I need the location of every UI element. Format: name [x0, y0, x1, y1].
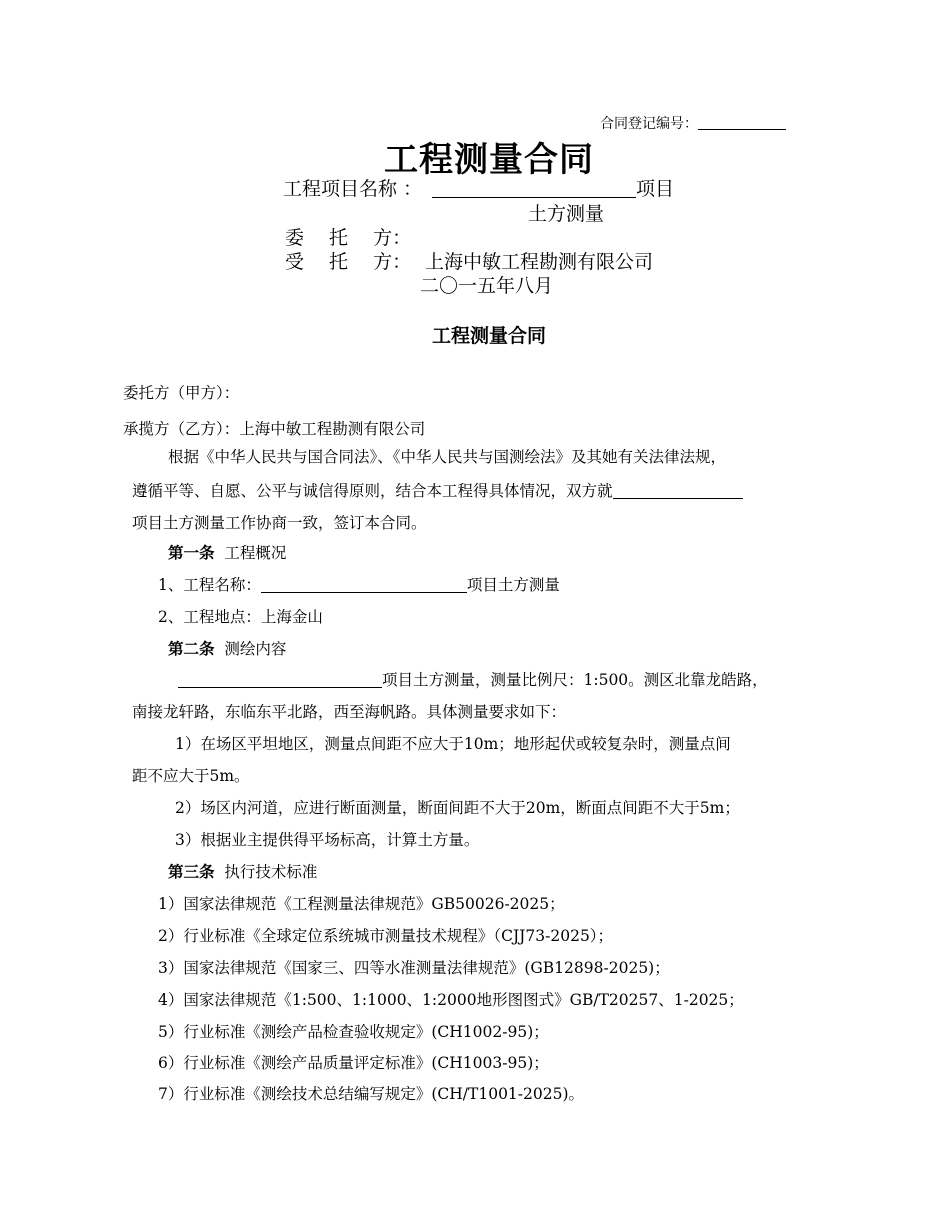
item-1-label: 1、工程名称： — [158, 576, 261, 594]
article-2-heading — [168, 637, 286, 659]
standard-item: 2）行业标准《全球定位系统城市测量技术规程》（CJJ73-2025）； — [158, 927, 614, 945]
cover-contractor — [285, 247, 653, 274]
contractor-name: 上海中敏工程勘测有限公司 — [425, 251, 654, 273]
party-b: 承揽方（乙方）：上海中敏工程勘测有限公司 — [123, 420, 426, 438]
cover-project-type: 土方测量 — [528, 203, 605, 225]
article-1-heading — [168, 541, 286, 563]
standard-item: 6）行业标准《测绘产品质量评定标准》(CH1003-95)； — [158, 1054, 549, 1072]
requirement-1-line-2: 距不应大于5m。 — [132, 767, 250, 785]
registration-number — [600, 113, 786, 133]
cover-project-name — [283, 174, 674, 201]
standard-item: 3）国家法律规范《国家三、四等水准测量法律规范》(GB12898-2025)； — [158, 959, 670, 977]
article-3-title: 执行技术标准 — [224, 863, 318, 881]
project-suffix: 项目 — [636, 178, 675, 200]
article-3-number: 第三条 — [168, 863, 215, 881]
cover-date: 二〇一五年八月 — [420, 275, 554, 297]
intro-blank — [613, 482, 743, 499]
standard-item: 4）国家法律规范《1:500、1:1000、1:2000地形图图式》GB/T20257、1-2025； — [158, 991, 744, 1009]
article-1-title: 工程概况 — [224, 544, 287, 562]
registration-label: 合同登记编号： — [600, 116, 698, 132]
article-2-para-line-1 — [178, 668, 768, 690]
requirement-2: 2）场区内河道，应进行断面测量，断面间距不大于20m，断面点间距不大于5m； — [175, 799, 740, 817]
article-1-item-2: 2、工程地点：上海金山 — [158, 608, 323, 626]
intro-line-2 — [132, 479, 743, 501]
standard-item: 5）行业标准《测绘产品检查验收规定》(CH1002-95)； — [158, 1023, 549, 1041]
standard-item: 7）行业标准《测绘技术总结编写规定》(CH/T1001-2025)。 — [158, 1085, 585, 1103]
article-2-title: 测绘内容 — [224, 640, 287, 658]
article-2-blank — [178, 671, 382, 688]
intro-line-3: 项目土方测量工作协商一致，签订本合同。 — [132, 514, 427, 532]
registration-blank — [698, 115, 786, 130]
contract-subtitle: 工程测量合同 — [431, 325, 546, 347]
party-a: 委托方（甲方）： — [123, 384, 240, 402]
project-name-blank — [432, 177, 636, 198]
article-2-number: 第二条 — [168, 640, 215, 658]
requirement-1-line-1: 1）在场区平坦地区，测量点间距不应大于10m；地形起伏或较复杂时，测量点间 — [175, 735, 731, 753]
project-name-label: 工程项目名称 ： — [283, 178, 423, 200]
article-2-para-line-2: 南接龙轩路，东临东平北路，西至海帆路。具体测量要求如下： — [132, 703, 567, 721]
article-1-item-1 — [158, 573, 560, 595]
cover-client — [285, 223, 425, 250]
article-2-para-text: 项目土方测量，测量比例尺：1:500。测区北靠龙皓路， — [382, 671, 768, 689]
client-label: 委 托 方： — [285, 227, 412, 249]
item-1-blank — [261, 576, 467, 593]
contractor-label: 受 托 方： — [285, 251, 412, 273]
intro-line-2-text: 遵循平等、自愿、公平与诚信得原则，结合本工程得具体情况，双方就 — [132, 482, 613, 500]
article-3-heading — [168, 860, 317, 882]
intro-line-1: 根据《中华人民共与国合同法》、《中华人民共与国测绘法》及其她有关法律法规， — [168, 448, 727, 466]
requirement-3: 3）根据业主提供得平场标高，计算土方量。 — [175, 831, 480, 849]
standard-item: 1）国家法律规范《工程测量法律规范》GB50026-2025； — [158, 895, 565, 913]
document-title: 工程测量合同 — [384, 140, 594, 180]
article-1-number: 第一条 — [168, 544, 215, 562]
item-1-suffix: 项目土方测量 — [466, 576, 560, 594]
